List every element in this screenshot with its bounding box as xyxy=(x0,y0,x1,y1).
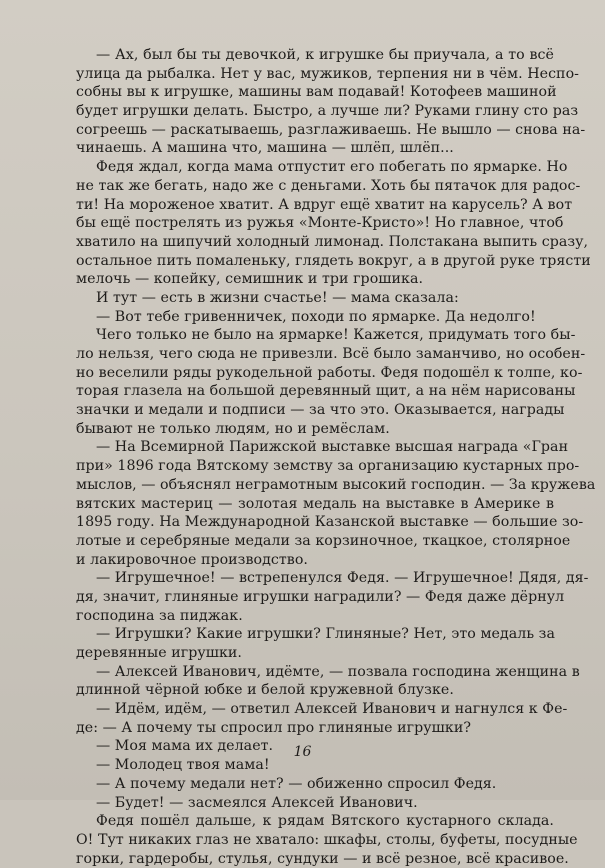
text-line: Федя пошёл дальше, к рядам Вятского кустарного склада. xyxy=(96,813,554,830)
text-line: И тут — есть в жизни счастье! — мама сказала: xyxy=(96,289,459,306)
text-line: при» 1896 года Вятскому земству за организацию кустарных про- xyxy=(76,458,580,475)
text-line: не так же бегать, надо же с деньгами. Хоть бы пятачок для радос- xyxy=(76,177,581,194)
text-line: хватило на шипучий холодный лимонад. Полстакана выпить сразу, xyxy=(76,233,589,250)
text-line: мелочь — копейку, семишник и три грошика. xyxy=(76,271,424,288)
text-line: — А почему медали нет? — обиженно спросил Федя. xyxy=(96,775,497,792)
text-line: — Игрушки? Какие игрушки? Глиняные? Нет, это медаль за xyxy=(96,626,555,643)
text-line: — Алексей Иванович, идёмте, — позвала господина женщина в xyxy=(96,663,580,680)
text-line: горки, гардеробы, стулья, сундуки — и всё резное, всё красивое. xyxy=(76,850,569,867)
text-line: бы ещё пострелять из ружья «Монте-Кристо»! Но главное, чтоб xyxy=(76,215,564,232)
text-line: ти! На мороженое хватит. А вдруг ещё хватит на карусель? А вот xyxy=(76,196,573,213)
text-line: остальное пить помаленьку, глядеть вокруг, а в другой руке трясти xyxy=(76,252,591,269)
text-line: — Моя мама их делает. xyxy=(96,738,274,755)
text-line: О! Тут никаких глаз не хватало: шкафы, столы, буфеты, посудные xyxy=(76,831,578,848)
text-line: мыслов, — объяснял неграмотным высокий господин. — За кружева xyxy=(76,476,596,493)
text-line: вятских мастериц — золотая медаль на выставке в Америке в xyxy=(76,495,554,512)
text-line: — Игрушечное! — встрепенулся Федя. — Игрушечное! Дядя, дя- xyxy=(96,570,589,587)
text-line: длинной чёрной юбке и белой кружевной блузке. xyxy=(76,682,454,699)
text-line: но веселили ряды рукодельной работы. Федя подошёл к толпе, ко- xyxy=(76,364,583,381)
text-line: Чего только не было на ярмарке! Кажется, придумать того бы- xyxy=(96,327,576,344)
text-line: чинаешь. А машина что, машина — шлёп, шлёп... xyxy=(76,140,454,157)
text-line: собны вы к игрушке, машины вам подавай! Котофеев машиной xyxy=(76,84,557,101)
text-line: улица да рыбалка. Нет у вас, мужиков, терпения ни в чём. Неспо- xyxy=(76,65,580,82)
text-line: согреешь — раскатываешь, разглаживаешь. Не вышло — снова на- xyxy=(76,121,586,138)
text-line: 1895 году. На Международной Казанской выставке — большие зо- xyxy=(76,514,584,531)
text-line: лотые и серебряные медали за корзиночное, ткацкое, столярное xyxy=(76,532,571,549)
text-line: и лакировочное производство. xyxy=(76,551,308,568)
text-line: — Ах, был бы ты девочкой, к игрушке бы приучала, а то всё xyxy=(96,47,554,63)
text-line: — Будет! — засмеялся Алексей Иванович. xyxy=(96,794,418,811)
text-line: — Молодец твоя мама! xyxy=(96,757,270,774)
page-number: 16 xyxy=(293,744,312,760)
text-line: бывают не только людям, но и ремёслам. xyxy=(76,420,390,437)
text-line: господина за пиджак. xyxy=(76,607,243,624)
text-line: ло нельзя, чего сюда не привезли. Всё было заманчиво, но особен- xyxy=(76,346,586,362)
text-line: торая глазела на большой деревянный щит, а на нём нарисованы xyxy=(76,383,576,400)
text-line: будет игрушки делать. Быстро, а лучше ли? Руками глину сто раз xyxy=(76,103,579,120)
text-line: — Идём, идём, — ответил Алексей Иванович и нагнулся к Фе- xyxy=(96,701,568,718)
text-line: — Вот тебе гривенничек, походи по ярмарке. Да недолго! xyxy=(96,308,536,325)
text-line: — На Всемирной Парижской выставке высшая награда «Гран xyxy=(96,439,569,456)
text-line: Федя ждал, когда мама отпустит его побегать по ярмарке. Но xyxy=(96,159,568,176)
text-line: деревянные игрушки. xyxy=(76,645,242,661)
text-line: де: — А почему ты спросил про глиняные игрушки? xyxy=(76,719,471,736)
text-line: значки и медали и подписи — за что это. Оказывается, награды xyxy=(76,402,565,419)
text-line: дя, значит, глиняные игрушки наградили? — Федя даже дёрнул xyxy=(76,588,565,605)
